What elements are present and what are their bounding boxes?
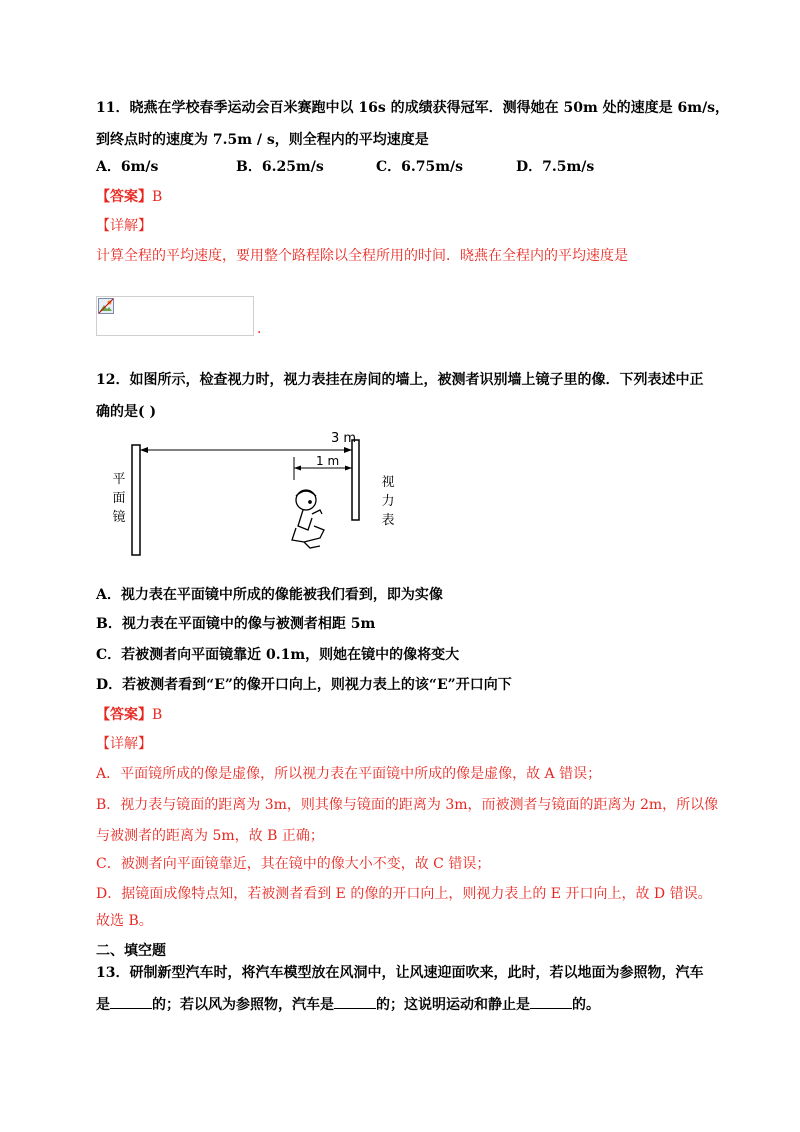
q13-stem-line2 bbox=[96, 994, 600, 1015]
arrow-left-3m bbox=[140, 447, 148, 453]
q11-stem-line2: 到终点时的速度为 7.5m / s，则全程内的平均速度是 bbox=[96, 132, 429, 148]
chart-label-char: 力 bbox=[381, 494, 395, 509]
section-title: 二、填空题 bbox=[96, 943, 166, 959]
q11-detail-text: 计算全程的平均速度，要用整个路程除以全程所用的时间．晓燕在全程内的平均速度是 bbox=[96, 248, 628, 264]
plane-mirror-shape bbox=[132, 445, 140, 555]
q11-formula-end: ． bbox=[257, 321, 271, 337]
q11-option-b: B．6.25m/s bbox=[236, 159, 324, 175]
arrow-right-1m bbox=[345, 466, 352, 471]
figure-label-eye-chart bbox=[379, 473, 397, 530]
q11-stem-line1: 11．晓燕在学校春季运动会百米赛跑中以 16s 的成绩获得冠军．测得她在 50m 处的速度是 6m/s， bbox=[96, 100, 730, 116]
chart-label-char: 视 bbox=[381, 475, 395, 490]
q13-stem-line1: 13．研制新型汽车时，将汽车模型放在风洞中，让风速迎面吹来，此时，若以地面为参照物，汽车 bbox=[96, 965, 704, 981]
q12-stem-line1: 12．如图所示，检查视力时，视力表挂在房间的墙上，被测者识别墙上镜子里的像．下列表述中正 bbox=[96, 372, 704, 388]
fill-blank-1[interactable] bbox=[110, 994, 152, 1009]
q12-option-c: C．若被测者向平面镜靠近 0.1m，则她在镜中的像将变大 bbox=[96, 647, 460, 663]
mirror-label-char: 平 bbox=[112, 472, 126, 487]
q11-option-d: D．7.5m/s bbox=[516, 159, 595, 175]
q12-option-d: D．若被测者看到“E”的像开口向上，则视力表上的该“E”开口向下 bbox=[96, 677, 512, 693]
q13-text-part: 的；若以风为参照物，汽车是 bbox=[152, 997, 334, 1013]
mirror-label-char: 镜 bbox=[112, 510, 126, 525]
arrow-left-1m bbox=[294, 466, 301, 471]
fill-blank-2[interactable] bbox=[334, 994, 376, 1009]
q12-option-b: B．视力表在平面镜中的像与被测者相距 5m bbox=[96, 616, 376, 632]
q12-detail-conclusion: 故选 B。 bbox=[96, 913, 153, 929]
fill-blank-3[interactable] bbox=[530, 994, 572, 1009]
broken-formula-image bbox=[96, 296, 254, 336]
q13-text-part: 的。 bbox=[572, 997, 600, 1013]
eye-chart-shape bbox=[352, 440, 359, 520]
figure-label-3m: 3 m bbox=[331, 431, 357, 446]
q12-option-a: A．视力表在平面镜中所成的像能被我们看到，即为实像 bbox=[96, 587, 443, 603]
q12-detail-line-d: D．据镜面成像特点知，若被测者看到 E 的像的开口向上，则视力表上的 E 开口向上，故 D 错误。 bbox=[96, 886, 712, 902]
q12-answer bbox=[96, 705, 162, 725]
q12-detail-line-b2: 与被测者的距离为 5m，故 B 正确； bbox=[96, 828, 324, 844]
q13-text-part: 是 bbox=[96, 997, 110, 1013]
q11-detail-label: 【详解】 bbox=[96, 218, 152, 234]
q11-answer-value: B bbox=[152, 189, 163, 205]
q11-answer bbox=[96, 187, 162, 207]
q12-detail-line-b1: B．视力表与镜面的距离为 3m，则其像与镜面的距离为 3m，而被测者与镜面的距离为 2m，所以像 bbox=[96, 797, 719, 813]
q11-answer-label: 【答案】 bbox=[96, 189, 152, 205]
broken-image-icon bbox=[98, 298, 114, 314]
mirror-label-char: 面 bbox=[112, 491, 126, 506]
examinee-figure bbox=[292, 490, 324, 548]
q12-detail-line-c: C．被测者向平面镜靠近，其在镜中的像大小不变，故 C 错误； bbox=[96, 856, 491, 872]
figure-label-mirror bbox=[110, 470, 128, 527]
q12-detail-label: 【详解】 bbox=[96, 736, 152, 752]
q11-option-a: A．6m/s bbox=[96, 159, 159, 175]
arrow-right-3m bbox=[344, 447, 352, 453]
q11-option-c: C．6.75m/s bbox=[376, 159, 464, 175]
q12-detail-line-a: A．平面镜所成的像是虚像，所以视力表在平面镜中所成的像是虚像，故 A 错误； bbox=[96, 766, 602, 782]
chart-label-char: 表 bbox=[381, 513, 395, 528]
q12-answer-label: 【答案】 bbox=[96, 707, 152, 723]
q12-stem-line2: 确的是( ) bbox=[96, 404, 157, 420]
figure-label-1m: 1 m bbox=[316, 454, 340, 468]
q12-answer-value: B bbox=[152, 707, 163, 723]
q13-text-part: 的；这说明运动和静止是 bbox=[376, 997, 530, 1013]
eye-test-figure bbox=[108, 430, 408, 560]
